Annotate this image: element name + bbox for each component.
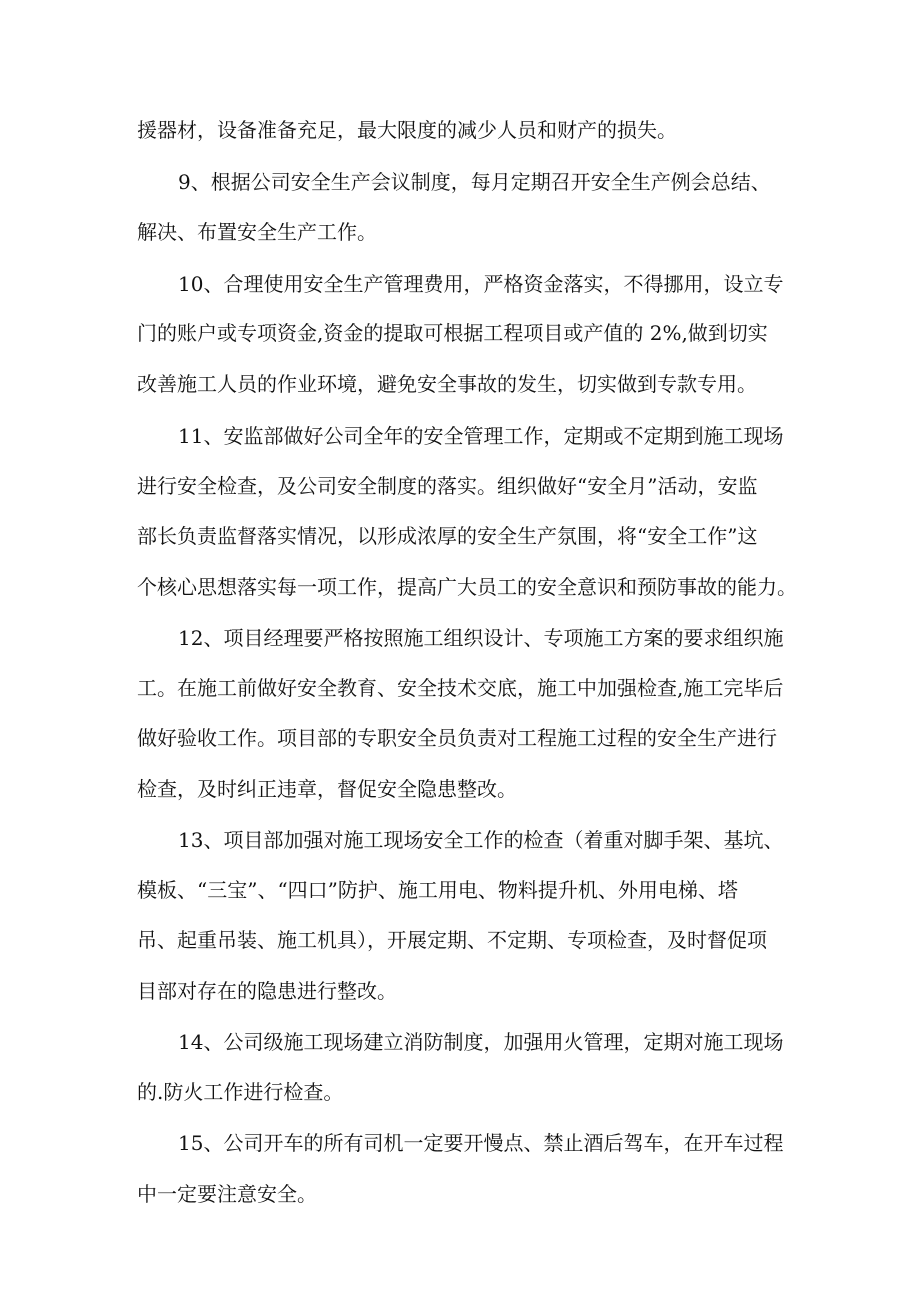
- text-line: 模板、“三宝”、“四口”防护、施工用电、物料提升机、外用电梯、塔: [137, 878, 738, 902]
- text-line: 部长负责监督落实情况，以形成浓厚的安全生产氛围，将“安全工作”这: [137, 524, 758, 548]
- text-line: 中一定要注意安全。: [137, 1182, 317, 1206]
- text-line: 改善施工人员的作业环境，避免安全事故的发生，切实做到专款专用。: [137, 372, 757, 396]
- text-line: 15、公司开车的所有司机一定要开慢点、禁止酒后驾车，在开车过程: [178, 1131, 784, 1155]
- text-line: 吊、起重吊装、施工机具），开展定期、不定期、专项检查，及时督促项: [137, 928, 767, 952]
- text-line: 进行安全检查，及公司安全制度的落实。组织做好“安全月”活动，安监: [137, 474, 758, 498]
- text-line: 13、项目部加强对施工现场安全工作的检查（着重对脚手架、基坑、: [178, 828, 784, 852]
- text-line: 14、公司级施工现场建立消防制度，加强用火管理，定期对施工现场: [178, 1030, 784, 1054]
- text-line: 工。在施工前做好安全教育、安全技术交底，施工中加强检查,施工完毕后: [137, 676, 784, 700]
- text-line: 12、项目经理要严格按照施工组织设计、专项施工方案的要求组织施: [178, 626, 784, 650]
- text-line: 门的账户或专项资金,资金的提取可根据工程项目或产值的 2%,做到切实: [137, 321, 768, 345]
- text-line: 的.防火工作进行检查。: [137, 1080, 344, 1104]
- text-line: 解决、布置安全生产工作。: [137, 220, 377, 244]
- text-line: 10、合理使用安全生产管理费用，严格资金落实，不得挪用，设立专: [178, 272, 784, 296]
- text-line: 援器材，设备准备充足，最大限度的减少人员和财产的损失。: [137, 118, 677, 142]
- text-line: 做好验收工作。项目部的专职安全员负责对工程施工过程的安全生产进行: [137, 726, 777, 750]
- text-line: 目部对存在的隐患进行整改。: [137, 979, 397, 1003]
- text-line: 个核心思想落实每一项工作，提高广大员工的安全意识和预防事故的能力。: [137, 575, 797, 599]
- text-line: 9、根据公司安全生产会议制度，每月定期召开安全生产例会总结、: [178, 170, 771, 194]
- text-line: 11、安监部做好公司全年的安全管理工作，定期或不定期到施工现场: [178, 424, 784, 448]
- text-line: 检查，及时纠正违章，督促安全隐患整改。: [137, 777, 517, 801]
